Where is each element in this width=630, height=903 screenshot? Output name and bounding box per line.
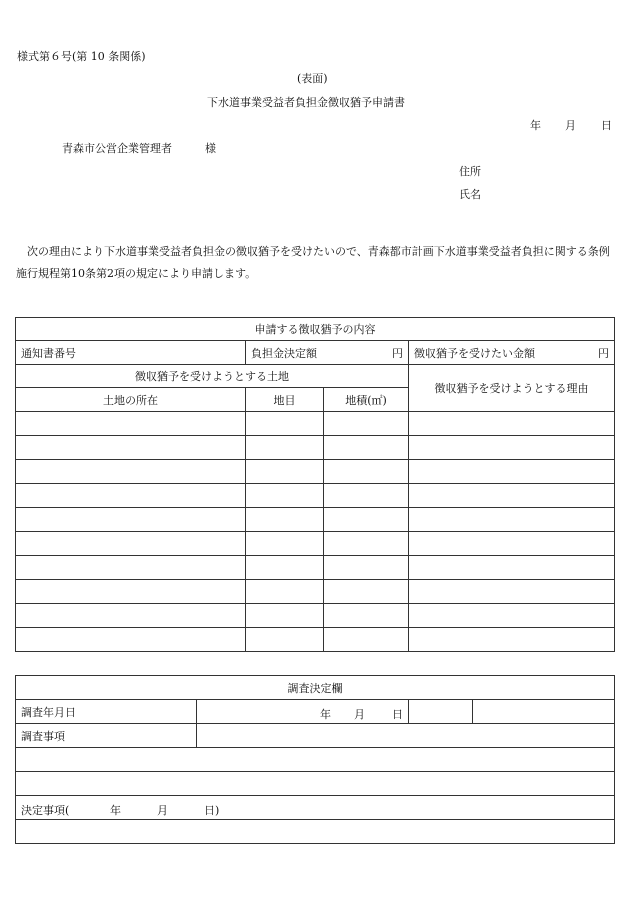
land-location-cell[interactable] bbox=[16, 508, 246, 532]
land-category-cell[interactable] bbox=[246, 508, 324, 532]
reason-cell[interactable] bbox=[409, 508, 615, 532]
application-table-title: 申請する徴収猶予の内容 bbox=[16, 318, 615, 341]
table-row bbox=[16, 604, 615, 628]
application-statement: 次の理由により下水道事業受益者負担金の徴収猶予を受けたいので、青森都市計画下水道事業受益者負担に関する条例施行規程第10条第2項の規定により申請します。 bbox=[16, 245, 610, 280]
decision-year: 年 bbox=[110, 804, 121, 817]
land-area-cell[interactable] bbox=[324, 484, 409, 508]
land-category-cell[interactable] bbox=[246, 628, 324, 652]
reason-cell[interactable] bbox=[409, 532, 615, 556]
decision-month: 月 bbox=[157, 804, 168, 817]
decision-label: 決定事項( bbox=[21, 804, 70, 817]
land-category-cell[interactable] bbox=[246, 580, 324, 604]
reason-cell[interactable] bbox=[409, 436, 615, 460]
decision-table-title: 調査決定欄 bbox=[16, 676, 615, 700]
table-row bbox=[16, 460, 615, 484]
survey-extra-cell-2[interactable] bbox=[473, 700, 615, 724]
survey-items-line[interactable] bbox=[16, 748, 615, 772]
table-row bbox=[16, 484, 615, 508]
land-area-cell[interactable] bbox=[324, 532, 409, 556]
reason-cell[interactable] bbox=[409, 580, 615, 604]
table-row bbox=[16, 532, 615, 556]
land-area-cell[interactable] bbox=[324, 412, 409, 436]
addressee: 青森市公営企業管理者 bbox=[62, 142, 172, 155]
decision-table bbox=[15, 675, 615, 844]
decision-row[interactable] bbox=[16, 796, 615, 820]
survey-items-label: 調査事項 bbox=[16, 724, 197, 748]
land-location-cell[interactable] bbox=[16, 556, 246, 580]
date-month-label: 月 bbox=[565, 119, 576, 132]
reason-cell[interactable] bbox=[409, 628, 615, 652]
table-row bbox=[16, 556, 615, 580]
application-table bbox=[15, 317, 615, 652]
survey-items-line[interactable] bbox=[16, 772, 615, 796]
land-location-cell[interactable] bbox=[16, 580, 246, 604]
land-category-cell[interactable] bbox=[246, 484, 324, 508]
land-area-cell[interactable] bbox=[324, 436, 409, 460]
decision-content-field[interactable] bbox=[16, 820, 615, 844]
land-category-cell[interactable] bbox=[246, 604, 324, 628]
reason-cell[interactable] bbox=[409, 604, 615, 628]
name-label: 氏名 bbox=[459, 188, 481, 201]
requested-amount-cell bbox=[409, 341, 615, 365]
land-area-cell[interactable] bbox=[324, 604, 409, 628]
column-land-category: 地目 bbox=[246, 388, 324, 412]
land-location-cell[interactable] bbox=[16, 436, 246, 460]
land-area-cell[interactable] bbox=[324, 508, 409, 532]
land-area-cell[interactable] bbox=[324, 460, 409, 484]
survey-date-day: 日 bbox=[392, 708, 403, 721]
survey-date-year: 年 bbox=[320, 708, 331, 721]
addressee-honorific: 様 bbox=[205, 142, 216, 155]
land-area-cell[interactable] bbox=[324, 580, 409, 604]
decided-amount-cell bbox=[246, 341, 409, 365]
survey-extra-cell-1[interactable] bbox=[409, 700, 473, 724]
land-category-cell[interactable] bbox=[246, 532, 324, 556]
column-land-area: 地積(㎡) bbox=[324, 388, 409, 412]
land-area-cell[interactable] bbox=[324, 628, 409, 652]
land-header: 徴収猶予を受けようとする土地 bbox=[16, 365, 409, 388]
reason-cell[interactable] bbox=[409, 412, 615, 436]
date-day-label: 日 bbox=[601, 119, 612, 132]
land-location-cell[interactable] bbox=[16, 412, 246, 436]
land-category-cell[interactable] bbox=[246, 460, 324, 484]
land-category-cell[interactable] bbox=[246, 412, 324, 436]
decided-amount-yen: 円 bbox=[392, 346, 403, 360]
land-location-cell[interactable] bbox=[16, 484, 246, 508]
land-location-cell[interactable] bbox=[16, 628, 246, 652]
reason-cell[interactable] bbox=[409, 484, 615, 508]
land-location-cell[interactable] bbox=[16, 532, 246, 556]
table-row bbox=[16, 436, 615, 460]
land-location-cell[interactable] bbox=[16, 460, 246, 484]
requested-amount-label: 徴収猶予を受けたい金額 bbox=[414, 346, 535, 360]
table-row bbox=[16, 412, 615, 436]
table-row bbox=[16, 628, 615, 652]
survey-date-field[interactable] bbox=[197, 700, 409, 724]
decision-day: 日) bbox=[204, 804, 220, 817]
date-year-label: 年 bbox=[530, 119, 541, 132]
address-label: 住所 bbox=[459, 165, 481, 178]
land-category-cell[interactable] bbox=[246, 436, 324, 460]
form-side-label: (表面) bbox=[297, 72, 328, 85]
land-category-cell[interactable] bbox=[246, 556, 324, 580]
reason-header: 徴収猶予を受けようとする理由 bbox=[409, 365, 615, 412]
requested-amount-yen: 円 bbox=[598, 346, 609, 360]
land-area-cell[interactable] bbox=[324, 556, 409, 580]
reason-cell[interactable] bbox=[409, 460, 615, 484]
survey-items-field[interactable] bbox=[197, 724, 615, 748]
land-location-cell[interactable] bbox=[16, 604, 246, 628]
reason-cell[interactable] bbox=[409, 556, 615, 580]
survey-date-month: 月 bbox=[354, 708, 365, 721]
notice-number-label: 通知書番号 bbox=[16, 341, 246, 365]
form-number: 様式第６号(第 10 条関係) bbox=[17, 50, 146, 63]
column-land-location: 土地の所在 bbox=[16, 388, 246, 412]
survey-date-label: 調査年月日 bbox=[16, 700, 197, 724]
table-row bbox=[16, 508, 615, 532]
form-title: 下水道事業受益者負担金徴収猶予申請書 bbox=[207, 96, 405, 109]
decided-amount-label: 負担金決定額 bbox=[251, 346, 317, 360]
table-row bbox=[16, 580, 615, 604]
